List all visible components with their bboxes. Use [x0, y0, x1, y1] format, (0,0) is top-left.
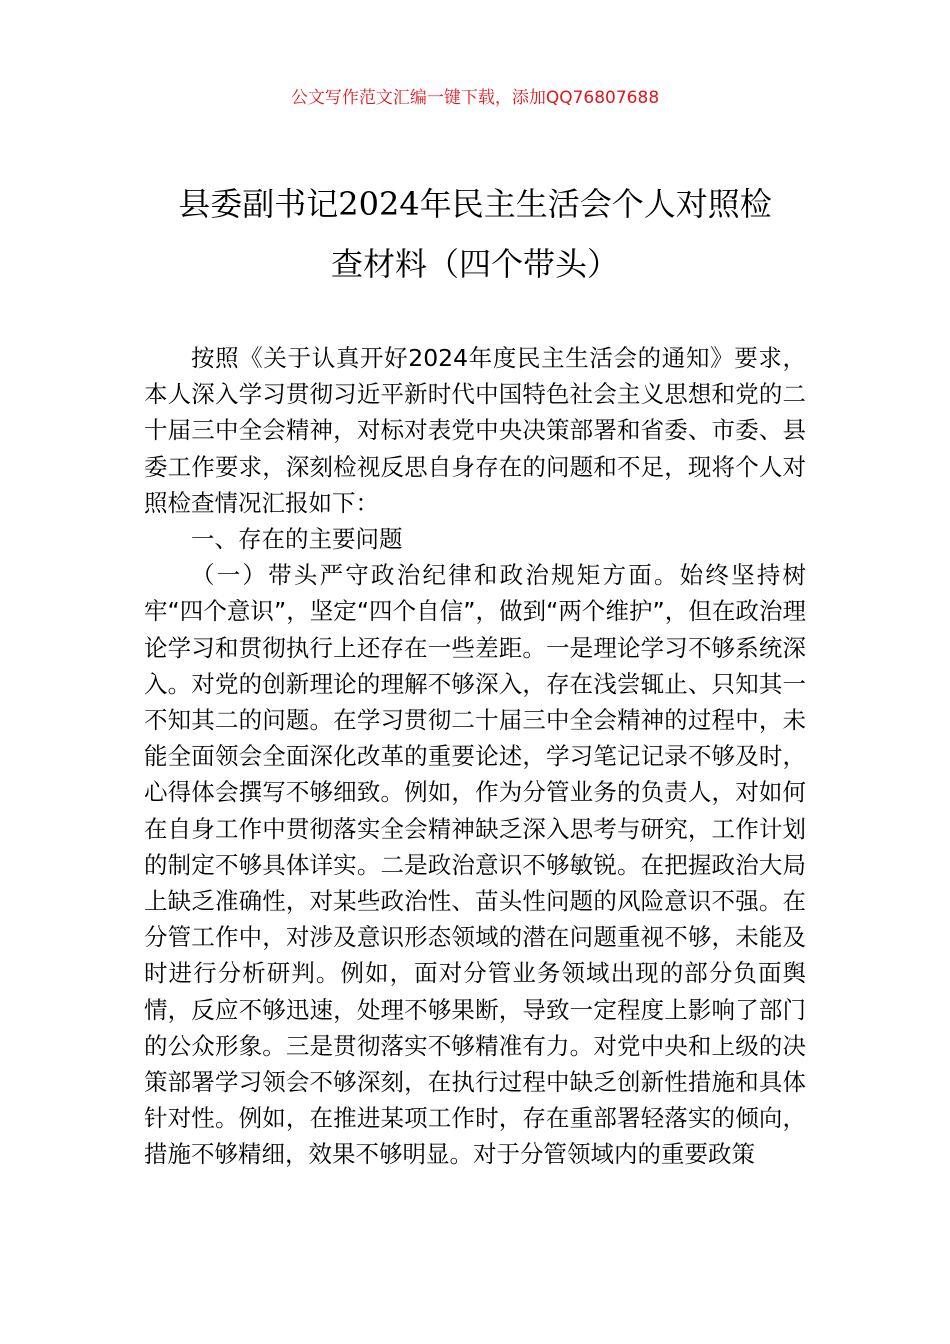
section-heading: 一、存在的主要问题 [191, 525, 403, 554]
document-title [140, 174, 810, 294]
download-banner: 公文写作范文汇编一键下载，添加QQ76807688 [290, 88, 660, 108]
title-line-1: 县委副书记2024年民主生活会个人对照检 [178, 185, 772, 223]
section-paragraph: （一）带头严守政治纪律和政治规矩方面。始终坚持树牢“四个意识”，坚定“四个自信”，做到“两个维护”，但在政治理论学习和贯彻执行上还存在一些差距。一是理论学习不够系统深入。对党的创新理论的理解不够深入，存在浅尝辄止、只知其一不知其二的问题。在学习贯彻二十届三中全会精神的过程中，未能全面领会全面深化改革的重要论述，学习笔记记录不够及时，心得体会撰写不够细致。例如，作为分管业务的负责人，对如何在自身工作中贯彻落实全会精神缺乏深入思考与研究，工作计划的制定不够具体详实。二是政治意识不够敏锐。在把握政治大局上缺乏准确性，对某些政治性、苗头性问题的风险意识不强。在分管工作中，对涉及意识形态领域的潜在问题重视不够，未能及时进行分析研判。例如，面对分管业务领域出现的部分负面舆情，反应不够迅速，处理不够果断，导致一定程度上影响了部门的公众形象。三是贯彻落实不够精准有力。对党中央和上级的决策部署学习领会不够深刻，在执行过程中缺乏创新性措施和具体针对性。例如，在推进某项工作时，存在重部署轻落实的倾向，措施不够精细，效果不够明显。对于分管领域内的重要政策 [144, 561, 806, 1169]
intro-paragraph: 按照《关于认真开好2024年度民主生活会的通知》要求，本人深入学习贯彻习近平新时代中国特色社会主义思想和党的二十届三中全会精神，对标对表党中央决策部署和省委、市委、县委工作要求，深刻检视反思自身存在的问题和不足，现将个人对照检查情况汇报如下： [144, 344, 806, 517]
document-body [144, 340, 806, 1173]
title-line-2: 查材料（四个带头） [330, 245, 619, 283]
